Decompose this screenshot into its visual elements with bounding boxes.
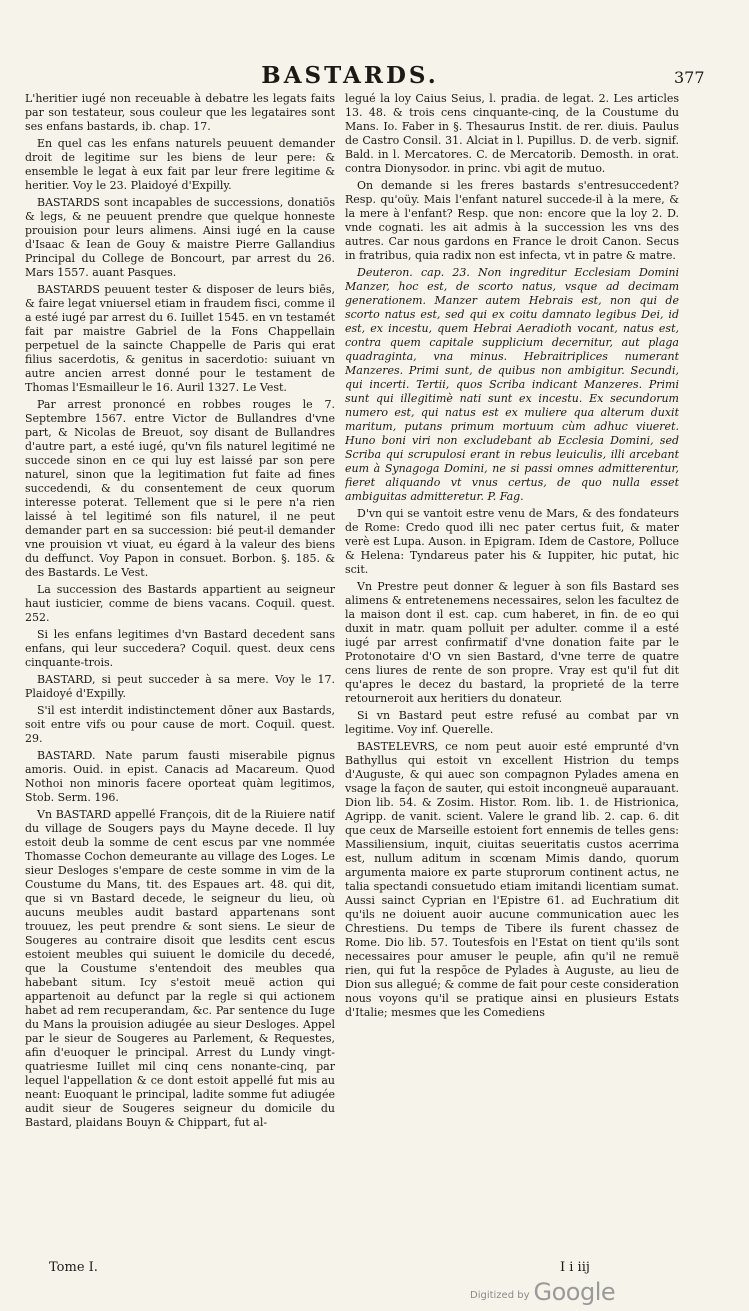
paragraph: Deuteron. cap. 23. Non ingreditur Ecclesiam Domini Manzer, hoc est, de scorto natus, vsque ad decimam generationem. Manzer autem Hebrais est, non qui de scorto natus est, sed qui ex coitu damnato legibus Dei, id est, ex incestu, quem Hebrai Aeradioth vocant, natus est, contra quem capitale supplicium decernitur, aut plaga quadraginta, vna minus. Hebraitriplices numerant Manzeres. Primi sunt, de quibus non ambigitur. Secundi, qui incerti. Tertii, quos Scriba indicant Manzeres. Primi sunt qui illegitimè nati sunt ex incestu. Ex secundorum numero est, qui natus est ex muliere qua alterum duxit maritum, putans primum mortuum cùm adhuc viueret. Huno boni viri non excludebant ab Ecclesia Domini, sed Scriba qui scrupulosi erant in rebus leuiculis, illi arcebant eum à Synagoga Domini, ne si passi omnes admitterentur, fieret aliquando vt vnus certus, de quo nulla esset ambiguitas admitteretur. P. Fag. — [345, 266, 679, 503]
paragraph: Si vn Bastard peut estre refusé au combat par vn legitime. Voy inf. Querelle. — [345, 709, 679, 736]
signature-mark: I i iij — [560, 1260, 590, 1275]
paragraph: Par arrest prononcé en robbes rouges le 7. Septembre 1567. entre Victor de Bullandres d'vne part, & Nicolas de Breuot, soy disant de Bullandres d'autre part, a esté iugé, qu'vn fils naturel legitimé ne succede sinon en ce qui luy est laissé par son pere naturel, sinon que la legitimation fut faite ad fines succedendi, & du consentement de ceux quorum interesse poterat. Tellement que si le pere n'a rien laissé à tel legitimé son fils naturel, il ne peut demander part en sa succession: bié peut-il demander vne prouision vt viuat, eu égard à la valeur des biens du deffunct. Voy Papon in consuet. Borbon. §. 185. & des Bastards. Le Vest. — [25, 398, 335, 579]
paragraph: L'heritier iugé non receuable à debatre les legats faits par son testateur, sous couleur que les legataires sont ses enfans bastards, ib. chap. 17. — [25, 92, 335, 133]
paragraph: BASTARDS sont incapables de successions, donatiōs & legs, & ne peuuent prendre que quelque honneste prouision pour leurs alimens. Ainsi iugé en la cause d'Isaac & Iean de Gouy & maistre Pierre Gallandius Principal du College de Boncourt, par arrest du 26. Mars 1557. auant Pasques. — [25, 196, 335, 279]
google-logo: Google — [533, 1278, 616, 1306]
paragraph: Vn Prestre peut donner & leguer à son fils Bastard ses alimens & entretenemens necessaires, selon les facultez de la maison dont il est. cap. cum haberet, in fin. de eo qui duxit in matr. quam polluit per adulter. comme il a esté iugé par arrest confirmatif d'vne donation faite par le Protonotaire d'O vn sien Bastard, d'vne terre de quatre cens liures de rente de son propre. Vray est qu'il fut dit qu'apres le decez du bastard, la proprieté de la terre retourneroit aux heritiers du donateur. — [345, 580, 679, 705]
paragraph: BASTARD, si peut succeder à sa mere. Voy le 17. Plaidoyé d'Expilly. — [25, 673, 335, 700]
running-head-title: BASTARDS. — [261, 62, 439, 89]
digitized-by-text: Digitized by — [470, 1290, 530, 1301]
page-number: 377 — [674, 68, 705, 87]
digitized-by-watermark — [470, 1276, 680, 1306]
paragraph: La succession des Bastards appartient au seigneur haut iusticier, comme de biens vacans. Coquil. quest. 252. — [25, 583, 335, 624]
paragraph: On demande si les freres bastards s'entresuccedent? Resp. qu'oüy. Mais l'enfant naturel succede-il à la mere, & la mere à l'enfant? Resp. que non: encore que la loy 2. D. vnde cognati. les ait admis à la succession les vns des autres. Car nous gardons en France le droit Canon. Secus in fratribus, quia radix non est infecta, vt in patre & matre. — [345, 179, 679, 262]
paragraph: En quel cas les enfans naturels peuuent demander droit de legitime sur les biens de leur pere: & ensemble le legat à eux fait par leur frere legitime & heritier. Voy le 23. Plaidoyé d'Expilly. — [25, 137, 335, 192]
paragraph: legué la loy Caius Seius, l. pradia. de legat. 2. Les articles 13. 48. & trois cens cinquante-cinq, de la Coustume du Mans. Io. Faber in §. Thesaurus Instit. de rer. diuis. Paulus de Castro Consil. 31. Alciat in l. Pupillus. D. de verb. signif. Bald. in l. Mercatores. C. de Mercatorib. Demosth. in orat. contra Dionysodor. in princ. vbi agit de mutuo. — [345, 92, 679, 175]
paragraph: BASTARD. Nate parum fausti miserabile pignus amoris. Ouid. in epist. Canacis ad Macareum. Quod Nothoi non minoris facere oporteat quàm legitimos, Stob. Serm. 196. — [25, 749, 335, 804]
paragraph: D'vn qui se vantoit estre venu de Mars, & des fondateurs de Rome: Credo quod illi nec pater certus fuit, & mater verè est Lupa. Auson. in Epigram. Idem de Castore, Polluce & Helena: Tyndareus pater his & Iuppiter, hic putat, hic scit. — [345, 507, 679, 576]
right-column — [345, 92, 679, 1252]
paragraph: Si les enfans legitimes d'vn Bastard decedent sans enfans, qui leur succedera? Coquil. quest. deux cens cinquante-trois. — [25, 628, 335, 669]
paragraph: BASTELEVRS, ce nom peut auoir esté emprunté d'vn Bathyllus qui estoit vn excellent Histrion du temps d'Auguste, & qui auec son compagnon Pylades amena en vsage la façon de sauter, qui estoit incongneuë auparauant. Dion lib. 54. & Zosim. Histor. Rom. lib. 1. de Histrionica, Agripp. de vanit. scient. Valere le grand lib. 2. cap. 6. dit que ceux de Marseille estoient fort ennemis de telles gens: Massiliensium, inquit, ciuitas seueritatis custos acerrima est, nullum aditum in scœnam Mimis dando, quorum argumenta maiore ex parte stuprorum continent actus, ne talia spectandi consuetudo etiam imitandi licentiam sumat. Aussi sainct Cyprian en l'Epistre 61. ad Euchratium dit qu'ils ne doiuent auoir aucune communication auec les Chrestiens. Du temps de Tibere ils furent chassez de Rome. Dio lib. 57. Toutesfois en l'Estat on tient qu'ils sont necessaires pour amuser le peuple, afin qu'il ne remuë rien, qui fut la respōce de Pylades à Auguste, au lieu de Dion sus allegué; & comme de fait pour ceste consideration nous voyons qu'il se pratique ainsi en plusieurs Estats d'Italie; mesmes que les Comediens — [345, 740, 679, 1019]
left-column — [25, 92, 335, 1252]
paragraph: S'il est interdit indistinctement dōner aux Bastards, soit entre vifs ou pour cause de mort. Coquil. quest. 29. — [25, 704, 335, 745]
volume-label: Tome I. — [49, 1260, 98, 1275]
paragraph: BASTARDS peuuent tester & disposer de leurs biēs, & faire legat vniuersel etiam in fraudem fisci, comme il a esté iugé par arrest du 6. Iuillet 1545. en vn testamét fait par maistre Gabriel de la Fons Chappellain perpetuel de la saincte Chappelle de Paris qui erat filius sacerdotis, & genitus in sacerdotio: suiuant vn autre ancien arrest donné pour le testament de Thomas l'Esmailleur le 16. Auril 1327. Le Vest. — [25, 283, 335, 394]
paragraph: Vn BASTARD appellé François, dit de la Riuiere natif du village de Sougers pays du Mayne decede. Il luy estoit deub la somme de cent escus par vne nommée Thomasse Cochon demeurante au village des Loges. Le sieur Desloges s'empare de ceste somme in vim de la Coustume du Mans, tit. des Espaues art. 48. qui dit, que si vn Bastard decede, le seigneur du lieu, où aucuns meubles audit bastard appartenans sont trouuez, les peut prendre & sont siens. Le sieur de Sougeres au contraire disoit que lesdits cent escus estoient meubles qui suiuent le domicile du decedé, que la Coustume s'entendoit des meubles qua habebant situm. Icy s'estoit meuë action qui appartenoit au defunct par la regle si qui actionem habet ad rem recuperandam, &c. Par sentence du Iuge du Mans la prouision adiugée au sieur Desloges. Appel par le sieur de Sougeres au Parlement, & Requestes, afin d'euoquer le principal. Arrest du Lundy vingt-quatriesme Iuillet mil cinq cens nonante-cinq, par lequel l'appellation & ce dont estoit appellé fut mis au neant: Euoquant le principal, ladite somme fut adiugée audit sieur de Sougeres seigneur du domicile du Bastard, plaidans Bouyn & Chippart, fut al- — [25, 808, 335, 1129]
